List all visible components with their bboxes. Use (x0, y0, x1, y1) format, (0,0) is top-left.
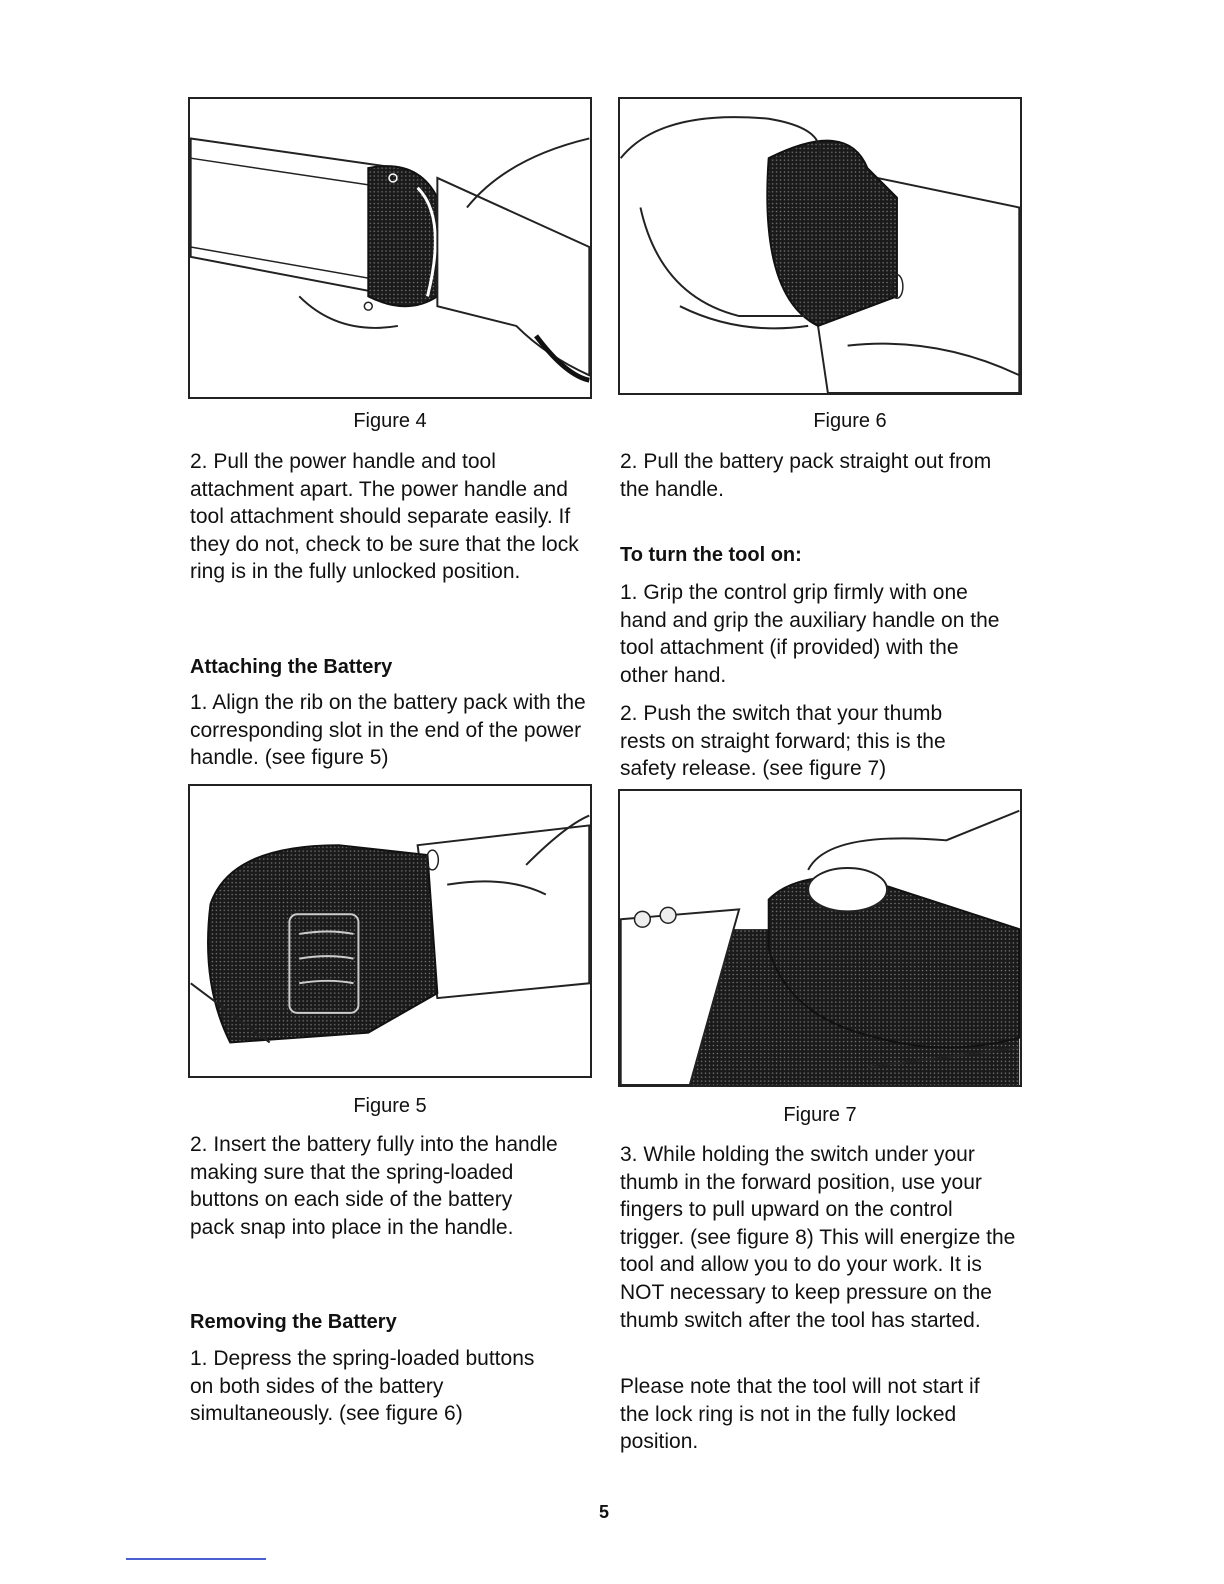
depress-buttons-paragraph: 1. Depress the spring-loaded buttons on both sides of the battery simultaneously. (see figure 6) (190, 1347, 535, 1426)
pull-apart-paragraph: 2. Pull the power handle and tool attachment apart. The power handle and tool attachment should separate easily. If they do not, check to be sure that the lock ring is in the fully unlocked position. (190, 450, 579, 584)
grip-paragraph: 1. Grip the control grip firmly with one hand and grip the auxiliary handle on the tool attachment (if provided) with the other hand. (620, 581, 1000, 687)
figure-4-caption: Figure 4 (353, 410, 427, 432)
thumb-switch-illustration (620, 791, 1020, 1085)
align-rib-paragraph: 1. Align the rib on the battery pack with the corresponding slot in the end of the power handle. (see figure 5) (190, 691, 586, 770)
battery-remove-illustration (620, 99, 1020, 393)
battery-insert-illustration (190, 786, 590, 1076)
lock-ring-note-paragraph: Please note that the tool will not start if the lock ring is not in the fully locked position. (620, 1375, 980, 1454)
pull-battery-paragraph: 2. Pull the battery pack straight out from the handle. (620, 450, 992, 501)
page-number: 5 (598, 1502, 609, 1522)
figure-7-caption: Figure 7 (783, 1104, 857, 1126)
footer-rule (126, 1558, 266, 1560)
figure-5-illustration (188, 784, 592, 1078)
figure-5-caption: Figure 5 (353, 1095, 427, 1117)
figure-4-illustration (188, 97, 592, 399)
figure-6-illustration (618, 97, 1022, 395)
insert-battery-paragraph: 2. Insert the battery fully into the handle making sure that the spring-loaded buttons on each side of the battery pack snap into place in the handle. (190, 1133, 558, 1239)
lock-ring-illustration (190, 99, 590, 397)
turn-tool-on-heading: To turn the tool on: (620, 544, 802, 566)
attaching-battery-heading: Attaching the Battery (190, 656, 393, 678)
push-switch-paragraph: 2. Push the switch that your thumb rests on straight forward; this is the safety release. (see figure 7) (620, 702, 946, 781)
while-holding-paragraph: 3. While holding the switch under your thumb in the forward position, use your fingers to pull upward on the control trigger. (see figure 8) This will energize the tool and allow you to do your work. It is NOT necessary to keep pressure on the thumb switch after the tool has started. (620, 1143, 1016, 1332)
figure-7-illustration (618, 789, 1022, 1087)
removing-battery-heading: Removing the Battery (190, 1311, 397, 1333)
figure-6-caption: Figure 6 (813, 410, 887, 432)
